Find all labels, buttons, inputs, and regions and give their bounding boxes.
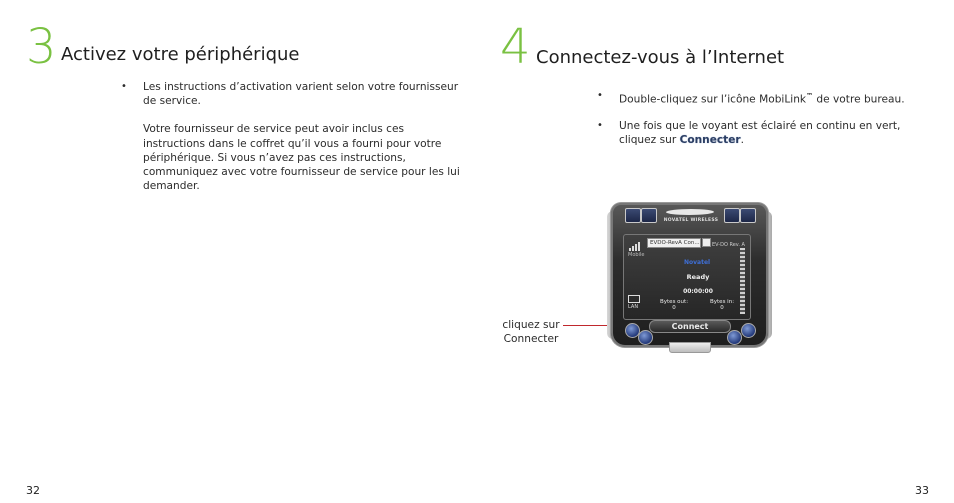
connect-button[interactable]: Connect <box>649 320 731 333</box>
bytes-out <box>660 299 688 311</box>
top-left-button-2-icon <box>641 208 657 223</box>
left-bullet-content <box>143 80 461 193</box>
mobile-label: Mobile <box>628 252 645 258</box>
bytes-in <box>710 299 734 311</box>
right-round-button-icon <box>727 330 742 345</box>
bullet-mark: • <box>597 120 603 131</box>
top-right-button-icon <box>724 208 740 223</box>
connection-timer: 00:00:00 <box>683 288 713 295</box>
callout-line-2: Connecter <box>503 333 559 346</box>
right-bullet-1-text <box>619 89 917 107</box>
top-right-button-2-icon <box>740 208 756 223</box>
left-bullet-item <box>121 80 461 193</box>
callout-line-1: cliquez sur <box>502 319 560 331</box>
left-paragraph-1: Les instructions d’activation varient selon votre fournisseur de service. <box>143 81 459 108</box>
network-icon <box>628 295 640 303</box>
bytes-in-value: 0 <box>720 305 724 311</box>
left-paragraph-2: Votre fournisseur de service peut avoir inclus ces instructions dans le coffret qu’il vous a fourni pour votre périphérique. Si vous n’avez pas ces instructions, communiquez avec votre fournisseur de service pour les lui demander. <box>143 123 460 193</box>
step-number-3: 3 <box>26 19 57 75</box>
status-text: Ready <box>686 273 710 281</box>
right-bullet-2-text <box>619 119 917 147</box>
device-brand: NOVATEL WIRELESS <box>663 218 719 223</box>
device-foot-tab <box>669 342 711 353</box>
bullet-mark: • <box>597 90 603 101</box>
trademark-symbol: ™ <box>806 92 814 100</box>
step-3-title: Activez votre périphérique <box>61 44 300 65</box>
bullet-1-before: Double-cliquez sur l’icône MobiLink <box>619 93 807 106</box>
select-toggle-icon <box>702 238 711 247</box>
step-4-title: Connectez-vous à l’Internet <box>536 47 785 68</box>
page-number-left: 32 <box>26 484 40 497</box>
left-round-button-2-icon <box>638 330 653 345</box>
page-number-right: 33 <box>915 484 929 497</box>
bullet-2-before: Une fois que le voyant est éclairé en continu en vert, cliquez sur <box>619 120 901 147</box>
connecter-button-reference: Connecter <box>679 134 741 147</box>
screen-brand: Novatel <box>684 259 711 266</box>
bullet-2-after: . <box>740 134 745 147</box>
bullet-1-after: de votre bureau. <box>813 93 905 106</box>
mobilink-device-illustration <box>611 203 768 351</box>
brand-logo-icon <box>665 209 715 215</box>
right-bullet-item-2 <box>597 119 917 147</box>
bytes-out-label: Bytes out: <box>660 299 689 305</box>
step-number-4: 4 <box>500 19 531 75</box>
right-round-button-2-icon <box>741 323 756 338</box>
device-shell <box>611 203 768 347</box>
network-type: EV-DO Rev. A <box>712 242 745 248</box>
lan-indicator <box>628 295 640 310</box>
top-left-button-icon <box>625 208 641 223</box>
bytes-in-label: Bytes in: <box>710 299 735 305</box>
callout-label <box>500 318 562 346</box>
device-screen <box>623 234 751 320</box>
bytes-out-value: 0 <box>672 305 676 311</box>
right-bullet-item-1 <box>597 89 917 107</box>
bullet-mark: • <box>121 81 127 92</box>
signal-meter-icon <box>740 248 745 314</box>
connection-select: EVDO-RevA Con... <box>647 238 701 248</box>
lan-label: LAN <box>628 304 639 310</box>
